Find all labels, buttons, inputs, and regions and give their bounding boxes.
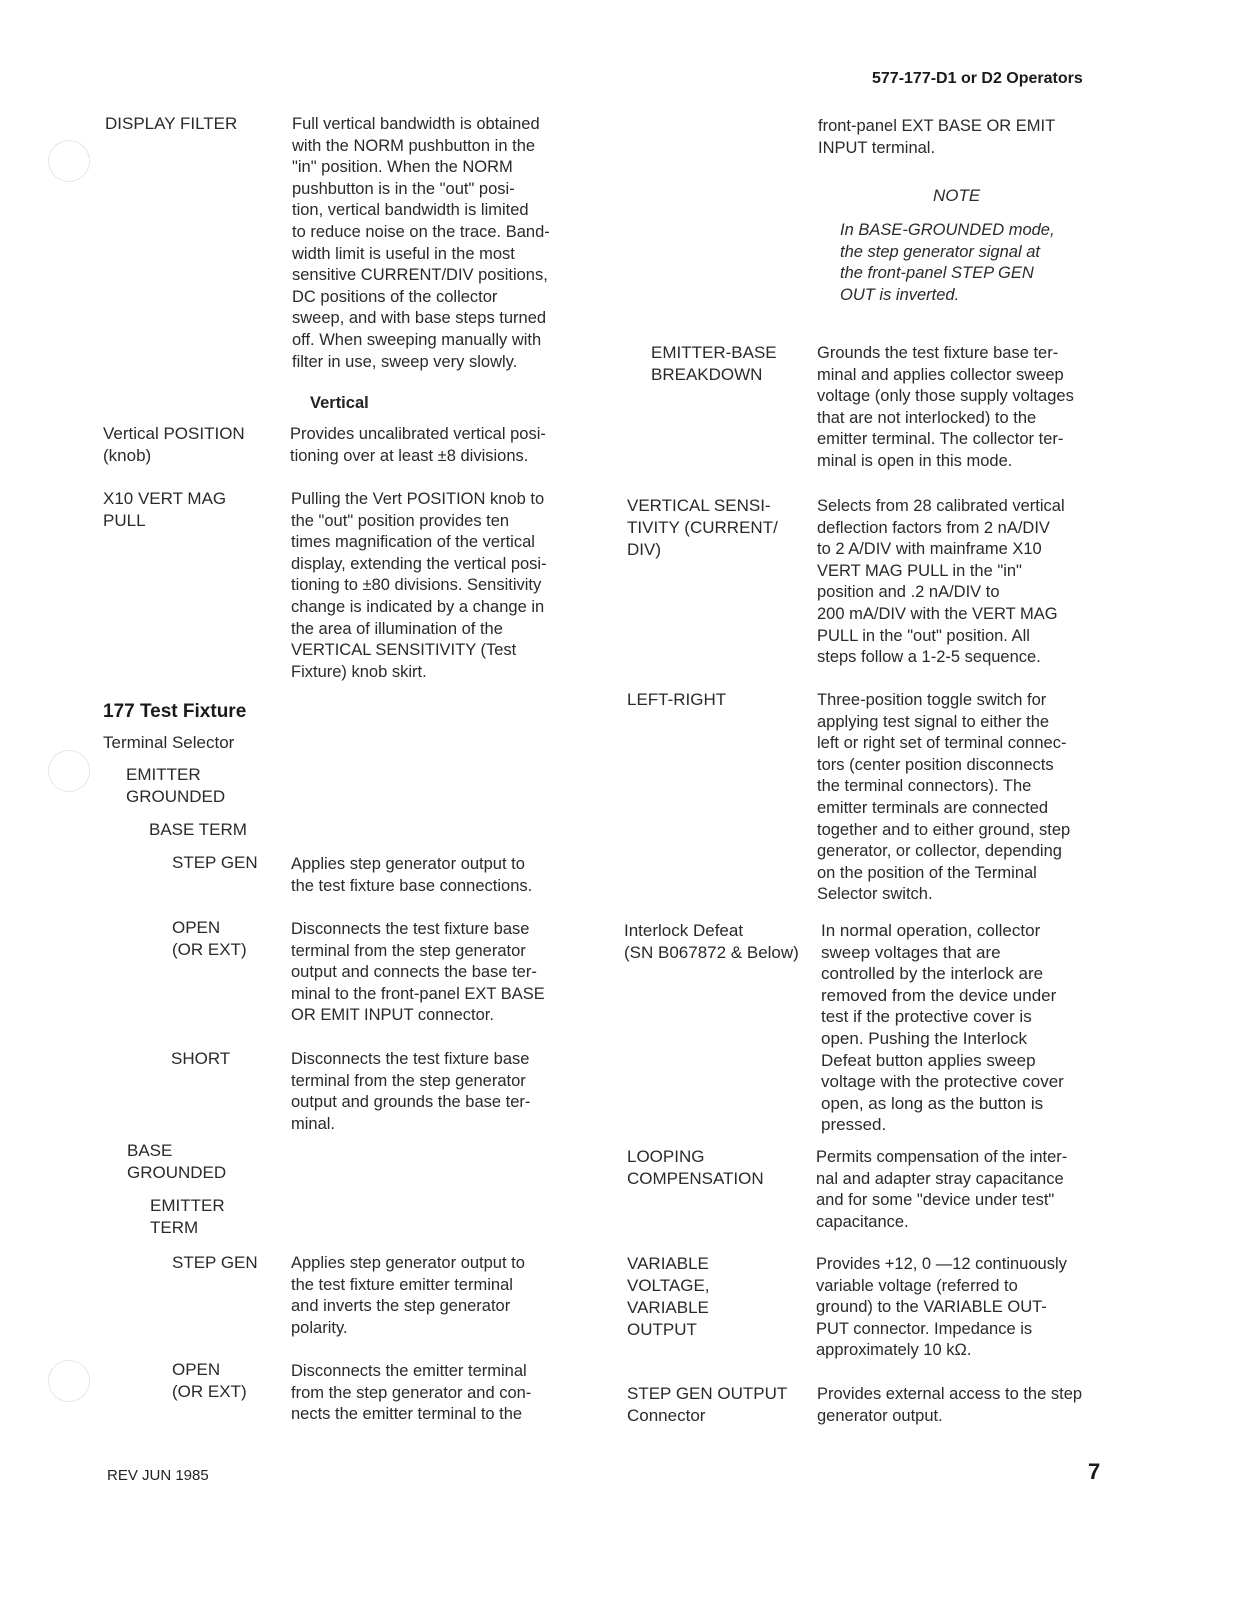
vertical-heading: Vertical (310, 394, 369, 412)
base-term-label: BASE TERM (149, 820, 247, 839)
step-gen-output-label: STEP GEN OUTPUT Connector (627, 1384, 788, 1425)
open-or-ext-text: Disconnects the emitter terminal from the step generator and con- nects the emitter terminal to the (291, 1362, 532, 1424)
display-filter-text: Full vertical bandwidth is obtained with the NORM pushbutton in the "in" position. When the NORM pushbutton is in the "out" posi- tion, vertical bandwidth is limited to reduce noise on the trace. Band- width limit is useful in the most sensitive CURRENT/DIV positions, DC positions of the collector sweep, and with base steps turned off. When sweeping manually with filter in use, sweep very slowly. (292, 115, 550, 371)
binder-hole-decoration (48, 140, 90, 182)
open-or-ext-text: Disconnects the test fixture base terminal from the step generator output and connects the base ter- minal to the front-panel EXT BASE OR EMIT INPUT connector. (291, 920, 545, 1025)
open-or-ext-label: OPEN (OR EXT) (172, 1360, 247, 1401)
step-gen-label: STEP GEN (172, 853, 258, 872)
short-text: Disconnects the test fixture base terminal from the step generator output and grounds the base ter- minal. (291, 1050, 531, 1133)
document-title: 577-177-D1 or D2 Operators (872, 70, 1083, 87)
x10-vert-mag-text: Pulling the Vert POSITION knob to the "out" position provides ten times magnification of the vertical display, extending the vertical posi- tioning to ±80 divisions. Sensitivity change is indicated by a change in the area of illumination of the VERTICAL SENSITIVITY (Test Fixture) knob skirt. (291, 490, 547, 681)
emitter-grounded-label: EMITTER GROUNDED (126, 765, 226, 806)
step-gen-text: Applies step generator output to the test fixture emitter terminal and inverts the step generator polarity. (291, 1254, 525, 1337)
revision-date: REV JUN 1985 (107, 1467, 209, 1484)
looping-compensation-label: LOOPING COMPENSATION (627, 1147, 764, 1188)
binder-hole-decoration (48, 750, 90, 792)
looping-compensation-text: Permits compensation of the inter- nal and adapter stray capacitance and for some "device under test" capacitance. (816, 1148, 1068, 1231)
interlock-defeat-label: Interlock Defeat (SN B067872 & Below) (624, 921, 799, 962)
x10-vert-mag-label: X10 VERT MAG PULL (103, 489, 227, 530)
variable-voltage-label: VARIABLE VOLTAGE, VARIABLE OUTPUT (627, 1254, 710, 1339)
emitter-base-breakdown-label: EMITTER-BASE BREAKDOWN (651, 343, 777, 384)
open-or-ext-label: OPEN (OR EXT) (172, 918, 247, 959)
continuation-text: front-panel EXT BASE OR EMIT INPUT terminal. (818, 117, 1056, 157)
interlock-defeat-text: In normal operation, collector sweep voltages that are controlled by the interlock are removed from the device under test if the protective cover is open. Pushing the Interlock Defeat button applies sweep voltage with the protective cover open, as long as the button is pressed. (821, 921, 1064, 1135)
display-filter-label: DISPLAY FILTER (105, 114, 238, 133)
variable-voltage-text: Provides +12, 0 —12 continuously variable voltage (referred to ground) to the VARIABLE OUT- PUT connector. Impedance is approximately 10 kΩ. (816, 1255, 1067, 1360)
step-gen-text: Applies step generator output to the test fixture base connections. (291, 855, 533, 895)
step-gen-label: STEP GEN (172, 1253, 258, 1272)
page-number: 7 (1088, 1459, 1101, 1484)
step-gen-output-text: Provides external access to the step generator output. (817, 1385, 1083, 1425)
left-right-text: Three-position toggle switch for applying test signal to either the left or right set of terminal connec- tors (center position disconnects the terminal connectors). The emitter terminals are connected together and to either ground, step generator, or collector, depending on the position of the Terminal Selector switch. (817, 691, 1071, 904)
short-label: SHORT (171, 1049, 231, 1068)
vertical-position-label: Vertical POSITION (knob) (103, 424, 245, 465)
emitter-base-breakdown-text: Grounds the test fixture base ter- minal and applies collector sweep voltage (only those supply voltages that are not interlocked) to the emitter terminal. The collector ter- minal is open in this mode. (817, 344, 1074, 470)
emitter-term-label: EMITTER TERM (150, 1196, 225, 1237)
test-fixture-heading: 177 Test Fixture (103, 701, 247, 722)
base-grounded-label: BASE GROUNDED (127, 1141, 227, 1182)
note-text: In BASE-GROUNDED mode, the step generator signal at the front-panel STEP GEN OUT is inverted. (840, 221, 1055, 304)
left-right-label: LEFT-RIGHT (627, 690, 727, 709)
note-title: NOTE (933, 186, 981, 205)
binder-hole-decoration (48, 1360, 90, 1402)
vertical-sensitivity-text: Selects from 28 calibrated vertical deflection factors from 2 nA/DIV to 2 A/DIV with mainframe X10 VERT MAG PULL in the "in" position and .2 nA/DIV to 200 mA/DIV with the VERT MAG PULL in the "out" position. All steps follow a 1-2-5 sequence. (817, 497, 1065, 667)
vertical-sensitivity-label: VERTICAL SENSI- TIVITY (CURRENT/ DIV) (627, 496, 778, 559)
vertical-position-text: Provides uncalibrated vertical posi- tioning over at least ±8 divisions. (290, 425, 546, 465)
terminal-selector-label: Terminal Selector (103, 733, 235, 752)
